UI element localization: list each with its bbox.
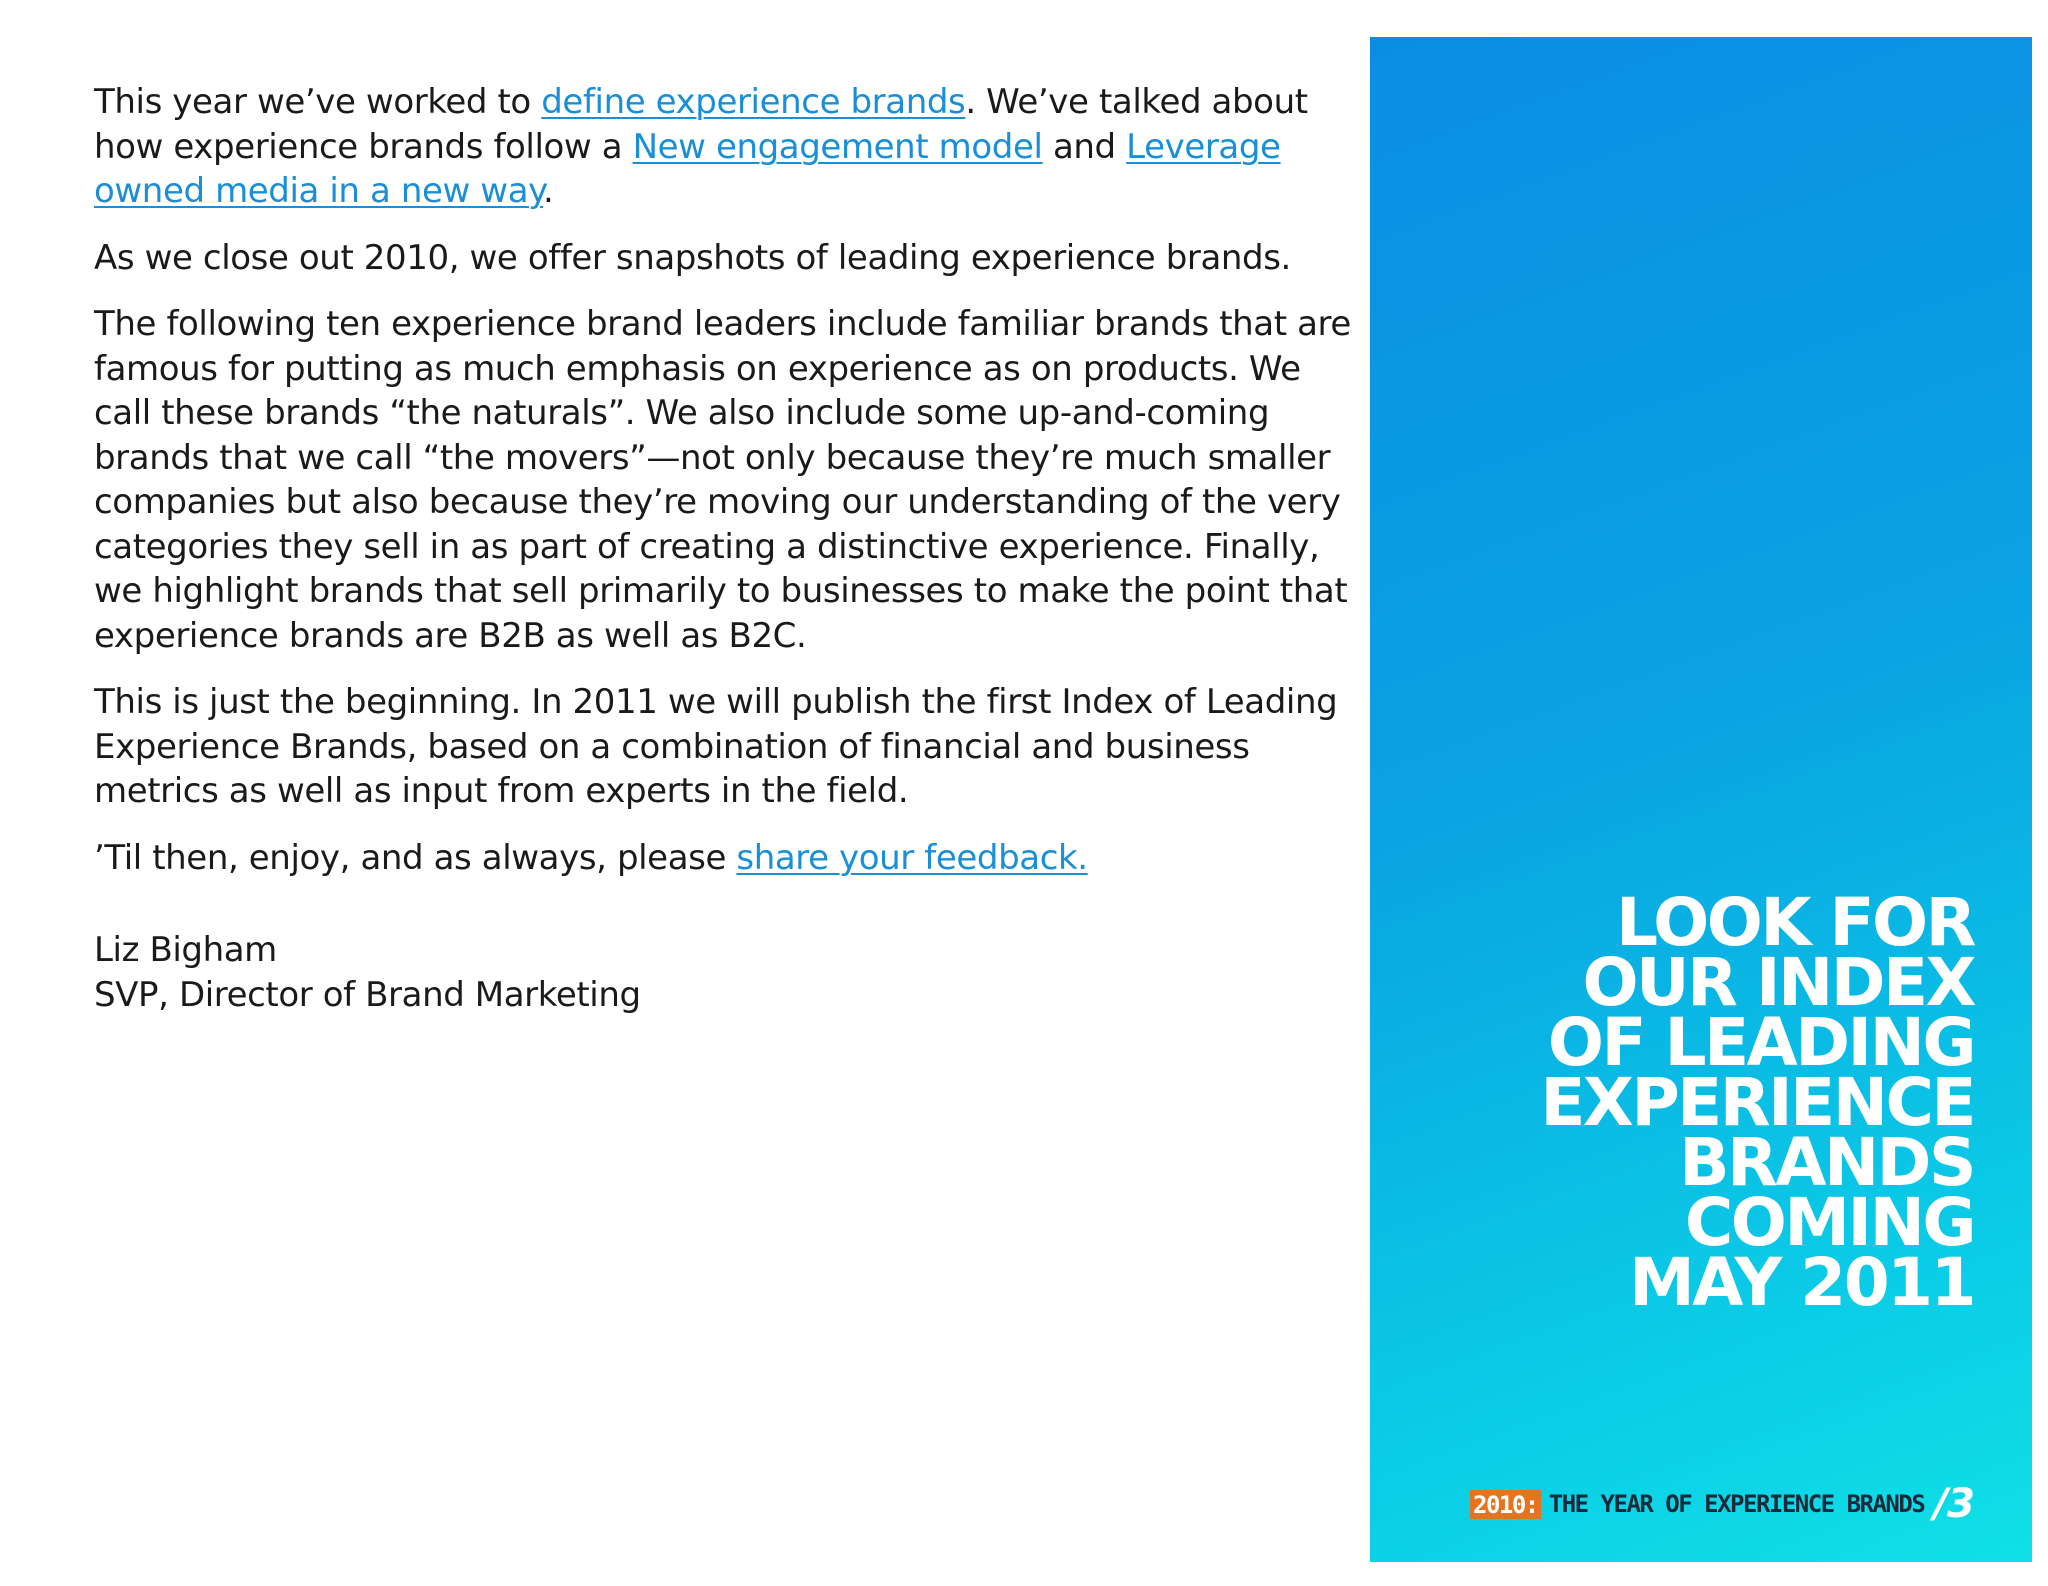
share-feedback-link[interactable]: share your feedback.	[736, 837, 1088, 878]
publication-title	[1470, 1490, 1924, 1519]
promo-panel	[1370, 37, 2032, 1562]
panel-footer	[1470, 1479, 1974, 1529]
intro-paragraph	[94, 80, 1354, 214]
page-number: /3	[1933, 1481, 1974, 1527]
headline-line: EXPERIENCE	[1540, 1064, 1974, 1141]
headline-line: MAY 2011	[1629, 1244, 1974, 1321]
intro-text-4: .	[543, 171, 554, 211]
intro-text-3: and	[1042, 126, 1127, 167]
headline-line: OF LEADING	[1547, 1004, 1974, 1081]
feedback-paragraph	[94, 836, 1354, 881]
intro-text-2: . We’ve talked about how experience brands follow a	[94, 82, 1308, 167]
closing-2010-paragraph: As we close out 2010, we offer snapshots of leading experience brands.	[94, 237, 1291, 278]
signature-block	[94, 928, 1354, 1017]
define-experience-brands-link[interactable]: define experience brands	[541, 82, 966, 122]
feedback-text: ’Til then, enjoy, and as always, please	[94, 837, 737, 878]
index-announcement-paragraph: This is just the beginning. In 2011 we will publish the first Index of Leading Experience Brands, based on a combination of financial and business metrics as well as input from experts in the field.	[94, 682, 1338, 811]
intro-text-1: This year we’ve worked to	[94, 82, 542, 122]
promo-headline	[1540, 884, 1974, 1321]
signature-name: Liz Bigham	[94, 930, 277, 970]
leverage-owned-media-link[interactable]: Leverage owned media in a new way	[94, 126, 1281, 211]
publication-title-text: THE YEAR OF EXPERIENCE BRANDS	[1548, 1490, 1925, 1518]
letter-body	[94, 80, 1354, 1017]
year-badge: 2010:	[1470, 1490, 1541, 1519]
new-engagement-model-link[interactable]: New engagement model	[632, 126, 1043, 167]
signature-title: SVP, Director of Brand Marketing	[94, 974, 641, 1015]
headline-line: OUR INDEX	[1582, 944, 1974, 1021]
brand-leaders-paragraph: The following ten experience brand leaders include familiar brands that are famous for putting as much emphasis on experience as on products. We call these brands “the naturals”. We also include some up-and-coming brands that we call “the movers”—not only because they’re much smaller companies but also because they’re moving our understanding of the very categories they sell in as part of creating a distinctive experience. Finally, we highlight brands that sell primarily to businesses to make the point that experience brands are B2B as well as B2C.	[94, 304, 1351, 656]
headline-line: BRANDS	[1679, 1124, 1974, 1201]
headline-line: LOOK FOR	[1615, 884, 1974, 961]
headline-line: COMING	[1684, 1184, 1974, 1261]
